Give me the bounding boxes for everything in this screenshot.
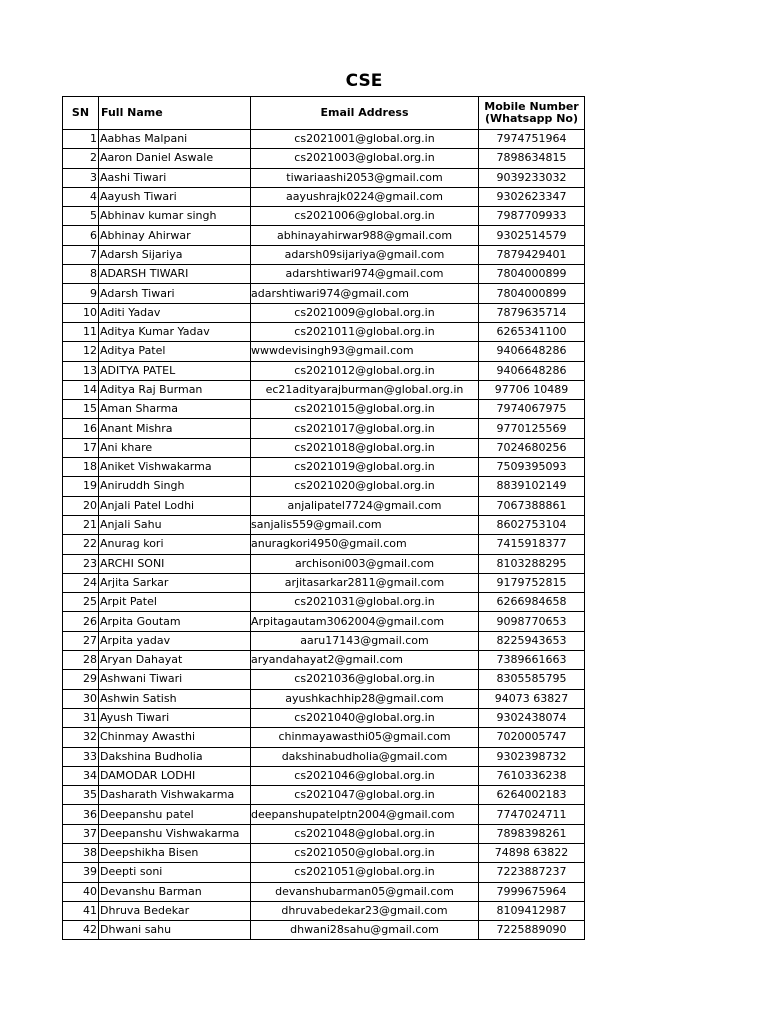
row-full-name: Aditi Yadav	[99, 303, 251, 322]
row-mobile: 8305585795	[479, 670, 585, 689]
row-full-name: Aayush Tiwari	[99, 187, 251, 206]
row-sn: 2	[63, 149, 99, 168]
row-full-name: DAMODAR LODHI	[99, 766, 251, 785]
table-row	[63, 419, 585, 438]
row-sn: 6	[63, 226, 99, 245]
table-row	[63, 265, 585, 284]
row-mobile: 7999675964	[479, 882, 585, 901]
row-sn: 35	[63, 786, 99, 805]
row-sn: 18	[63, 458, 99, 477]
row-full-name: Anant Mishra	[99, 419, 251, 438]
row-email: tiwariaashi2053@gmail.com	[251, 168, 479, 187]
row-sn: 28	[63, 651, 99, 670]
row-email: cs2021003@global.org.in	[251, 149, 479, 168]
row-email: anuragkori4950@gmail.com	[251, 535, 479, 554]
table-row	[63, 612, 585, 631]
row-sn: 7	[63, 245, 99, 264]
row-email: cs2021017@global.org.in	[251, 419, 479, 438]
table-row	[63, 843, 585, 862]
table-row	[63, 245, 585, 264]
row-full-name: Dhruva Bedekar	[99, 901, 251, 920]
row-sn: 38	[63, 843, 99, 862]
row-sn: 22	[63, 535, 99, 554]
row-email: adarsh09sijariya@gmail.com	[251, 245, 479, 264]
row-email: adarshtiwari974@gmail.com	[251, 265, 479, 284]
row-mobile: 9770125569	[479, 419, 585, 438]
row-full-name: Ashwani Tiwari	[99, 670, 251, 689]
row-full-name: Aditya Kumar Yadav	[99, 322, 251, 341]
row-mobile: 7225889090	[479, 921, 585, 940]
row-email: cs2021009@global.org.in	[251, 303, 479, 322]
student-table	[62, 96, 585, 940]
row-full-name: Arpita yadav	[99, 631, 251, 650]
row-email: cs2021031@global.org.in	[251, 593, 479, 612]
row-full-name: Abhinav kumar singh	[99, 207, 251, 226]
table-row	[63, 728, 585, 747]
row-email: ayushkachhip28@gmail.com	[251, 689, 479, 708]
row-full-name: Dakshina Budholia	[99, 747, 251, 766]
row-full-name: Ani khare	[99, 438, 251, 457]
row-full-name: Aniruddh Singh	[99, 477, 251, 496]
table-row	[63, 322, 585, 341]
row-sn: 13	[63, 361, 99, 380]
row-full-name: Arpita Goutam	[99, 612, 251, 631]
row-sn: 32	[63, 728, 99, 747]
row-sn: 11	[63, 322, 99, 341]
row-mobile: 7024680256	[479, 438, 585, 457]
row-mobile: 6266984658	[479, 593, 585, 612]
table-row	[63, 535, 585, 554]
row-sn: 31	[63, 708, 99, 727]
row-mobile: 94073 63827	[479, 689, 585, 708]
row-email: arjitasarkar2811@gmail.com	[251, 573, 479, 592]
row-sn: 1	[63, 130, 99, 149]
row-sn: 42	[63, 921, 99, 940]
row-sn: 34	[63, 766, 99, 785]
row-email: anjalipatel7724@gmail.com	[251, 496, 479, 515]
row-email: dhruvabedekar23@gmail.com	[251, 901, 479, 920]
row-email: archisoni003@gmail.com	[251, 554, 479, 573]
table-row	[63, 515, 585, 534]
row-full-name: Aashi Tiwari	[99, 168, 251, 187]
row-sn: 25	[63, 593, 99, 612]
row-mobile: 7020005747	[479, 728, 585, 747]
table-row	[63, 824, 585, 843]
row-mobile: 7067388861	[479, 496, 585, 515]
table-row	[63, 786, 585, 805]
row-email: ec21adityarajburman@global.org.in	[251, 380, 479, 399]
table-row	[63, 168, 585, 187]
row-full-name: ADITYA PATEL	[99, 361, 251, 380]
row-sn: 24	[63, 573, 99, 592]
table-row	[63, 901, 585, 920]
row-email: sanjalis559@gmail.com	[251, 515, 479, 534]
row-sn: 16	[63, 419, 99, 438]
table-row	[63, 187, 585, 206]
row-email: cs2021046@global.org.in	[251, 766, 479, 785]
row-sn: 17	[63, 438, 99, 457]
row-full-name: Aniket Vishwakarma	[99, 458, 251, 477]
row-mobile: 7898398261	[479, 824, 585, 843]
row-email: aryandahayat2@gmail.com	[251, 651, 479, 670]
table-row	[63, 747, 585, 766]
row-sn: 40	[63, 882, 99, 901]
header-full-name: Full Name	[99, 97, 251, 130]
row-full-name: Deepti soni	[99, 863, 251, 882]
header-email: Email Address	[251, 97, 479, 130]
row-full-name: Deepanshu Vishwakarma	[99, 824, 251, 843]
table-row	[63, 651, 585, 670]
row-mobile: 8103288295	[479, 554, 585, 573]
row-sn: 30	[63, 689, 99, 708]
table-row	[63, 380, 585, 399]
table-header-row	[63, 97, 585, 130]
row-email: cs2021040@global.org.in	[251, 708, 479, 727]
row-email: cs2021006@global.org.in	[251, 207, 479, 226]
row-mobile: 7987709933	[479, 207, 585, 226]
row-email: cs2021012@global.org.in	[251, 361, 479, 380]
row-full-name: Dhwani sahu	[99, 921, 251, 940]
table-row	[63, 766, 585, 785]
row-full-name: Dasharath Vishwakarma	[99, 786, 251, 805]
row-full-name: Aabhas Malpani	[99, 130, 251, 149]
row-sn: 19	[63, 477, 99, 496]
row-email: cs2021018@global.org.in	[251, 438, 479, 457]
table-row	[63, 921, 585, 940]
row-full-name: Aditya Raj Burman	[99, 380, 251, 399]
row-mobile: 7804000899	[479, 284, 585, 303]
row-email: cs2021015@global.org.in	[251, 400, 479, 419]
header-mobile	[479, 97, 585, 130]
table-row	[63, 149, 585, 168]
table-row	[63, 631, 585, 650]
row-email: cs2021050@global.org.in	[251, 843, 479, 862]
row-mobile: 6264002183	[479, 786, 585, 805]
row-sn: 39	[63, 863, 99, 882]
table-row	[63, 458, 585, 477]
table-row	[63, 882, 585, 901]
row-mobile: 7898634815	[479, 149, 585, 168]
table-row	[63, 438, 585, 457]
row-email: deepanshupatelptn2004@gmail.com	[251, 805, 479, 824]
row-full-name: Ashwin Satish	[99, 689, 251, 708]
table-row	[63, 361, 585, 380]
header-sn: SN	[63, 97, 99, 130]
row-full-name: Adarsh Sijariya	[99, 245, 251, 264]
row-sn: 26	[63, 612, 99, 631]
row-full-name: Abhinay Ahirwar	[99, 226, 251, 245]
row-full-name: Adarsh Tiwari	[99, 284, 251, 303]
row-sn: 15	[63, 400, 99, 419]
row-mobile: 9302514579	[479, 226, 585, 245]
row-mobile: 8839102149	[479, 477, 585, 496]
table-row	[63, 593, 585, 612]
table-row	[63, 130, 585, 149]
row-email: aayushrajk0224@gmail.com	[251, 187, 479, 206]
table-row	[63, 303, 585, 322]
row-email: cs2021020@global.org.in	[251, 477, 479, 496]
row-sn: 5	[63, 207, 99, 226]
row-email: cs2021047@global.org.in	[251, 786, 479, 805]
row-full-name: Deepanshu patel	[99, 805, 251, 824]
row-sn: 4	[63, 187, 99, 206]
row-mobile: 9179752815	[479, 573, 585, 592]
header-mobile-line1: Mobile Number	[484, 100, 579, 113]
table-row	[63, 708, 585, 727]
row-mobile: 7974751964	[479, 130, 585, 149]
row-mobile: 7879635714	[479, 303, 585, 322]
row-full-name: Chinmay Awasthi	[99, 728, 251, 747]
row-email: cs2021011@global.org.in	[251, 322, 479, 341]
row-sn: 14	[63, 380, 99, 399]
row-sn: 23	[63, 554, 99, 573]
table-row	[63, 342, 585, 361]
row-mobile: 6265341100	[479, 322, 585, 341]
row-sn: 29	[63, 670, 99, 689]
row-mobile: 7509395093	[479, 458, 585, 477]
row-sn: 9	[63, 284, 99, 303]
row-sn: 21	[63, 515, 99, 534]
table-row	[63, 689, 585, 708]
row-full-name: Arpit Patel	[99, 593, 251, 612]
row-mobile: 7389661663	[479, 651, 585, 670]
row-mobile: 9406648286	[479, 361, 585, 380]
row-mobile: 9302398732	[479, 747, 585, 766]
row-full-name: Ayush Tiwari	[99, 708, 251, 727]
row-full-name: Aryan Dahayat	[99, 651, 251, 670]
row-full-name: Devanshu Barman	[99, 882, 251, 901]
row-email: wwwdevisingh93@gmail.com	[251, 342, 479, 361]
row-mobile: 74898 63822	[479, 843, 585, 862]
table-row	[63, 573, 585, 592]
row-email: cs2021048@global.org.in	[251, 824, 479, 843]
row-sn: 20	[63, 496, 99, 515]
row-mobile: 7879429401	[479, 245, 585, 264]
row-sn: 41	[63, 901, 99, 920]
row-sn: 37	[63, 824, 99, 843]
row-sn: 10	[63, 303, 99, 322]
row-mobile: 7415918377	[479, 535, 585, 554]
row-mobile: 7747024711	[479, 805, 585, 824]
header-mobile-line2: (Whatsapp No)	[484, 112, 578, 125]
row-sn: 27	[63, 631, 99, 650]
row-email: cs2021001@global.org.in	[251, 130, 479, 149]
row-full-name: Arjita Sarkar	[99, 573, 251, 592]
row-sn: 12	[63, 342, 99, 361]
row-email: chinmayawasthi05@gmail.com	[251, 728, 479, 747]
row-mobile: 9302623347	[479, 187, 585, 206]
row-full-name: Anurag kori	[99, 535, 251, 554]
table-row	[63, 226, 585, 245]
row-email: devanshubarman05@gmail.com	[251, 882, 479, 901]
table-row	[63, 670, 585, 689]
row-full-name: Aman Sharma	[99, 400, 251, 419]
row-mobile: 8225943653	[479, 631, 585, 650]
table-row	[63, 554, 585, 573]
page-title: CSE	[345, 71, 383, 91]
row-mobile: 9039233032	[479, 168, 585, 187]
row-mobile: 7804000899	[479, 265, 585, 284]
row-full-name: Aditya Patel	[99, 342, 251, 361]
row-mobile: 8602753104	[479, 515, 585, 534]
row-full-name: Anjali Sahu	[99, 515, 251, 534]
table-row	[63, 863, 585, 882]
row-full-name: ADARSH TIWARI	[99, 265, 251, 284]
row-email: Arpitagautam3062004@gmail.com	[251, 612, 479, 631]
row-mobile: 9302438074	[479, 708, 585, 727]
row-mobile: 7610336238	[479, 766, 585, 785]
row-sn: 33	[63, 747, 99, 766]
table-row	[63, 400, 585, 419]
row-mobile: 7974067975	[479, 400, 585, 419]
table-row	[63, 284, 585, 303]
row-email: adarshtiwari974@gmail.com	[251, 284, 479, 303]
row-mobile: 9406648286	[479, 342, 585, 361]
row-full-name: Anjali Patel Lodhi	[99, 496, 251, 515]
row-email: dakshinabudholia@gmail.com	[251, 747, 479, 766]
row-email: dhwani28sahu@gmail.com	[251, 921, 479, 940]
row-mobile: 97706 10489	[479, 380, 585, 399]
row-email: aaru17143@gmail.com	[251, 631, 479, 650]
row-email: abhinayahirwar988@gmail.com	[251, 226, 479, 245]
row-email: cs2021051@global.org.in	[251, 863, 479, 882]
table-row	[63, 496, 585, 515]
row-full-name: ARCHI SONI	[99, 554, 251, 573]
row-full-name: Deepshikha Bisen	[99, 843, 251, 862]
row-full-name: Aaron Daniel Aswale	[99, 149, 251, 168]
table-row	[63, 477, 585, 496]
row-email: cs2021019@global.org.in	[251, 458, 479, 477]
row-sn: 36	[63, 805, 99, 824]
table-row	[63, 805, 585, 824]
table-row	[63, 207, 585, 226]
row-mobile: 7223887237	[479, 863, 585, 882]
row-email: cs2021036@global.org.in	[251, 670, 479, 689]
row-sn: 3	[63, 168, 99, 187]
row-mobile: 9098770653	[479, 612, 585, 631]
row-mobile: 8109412987	[479, 901, 585, 920]
row-sn: 8	[63, 265, 99, 284]
